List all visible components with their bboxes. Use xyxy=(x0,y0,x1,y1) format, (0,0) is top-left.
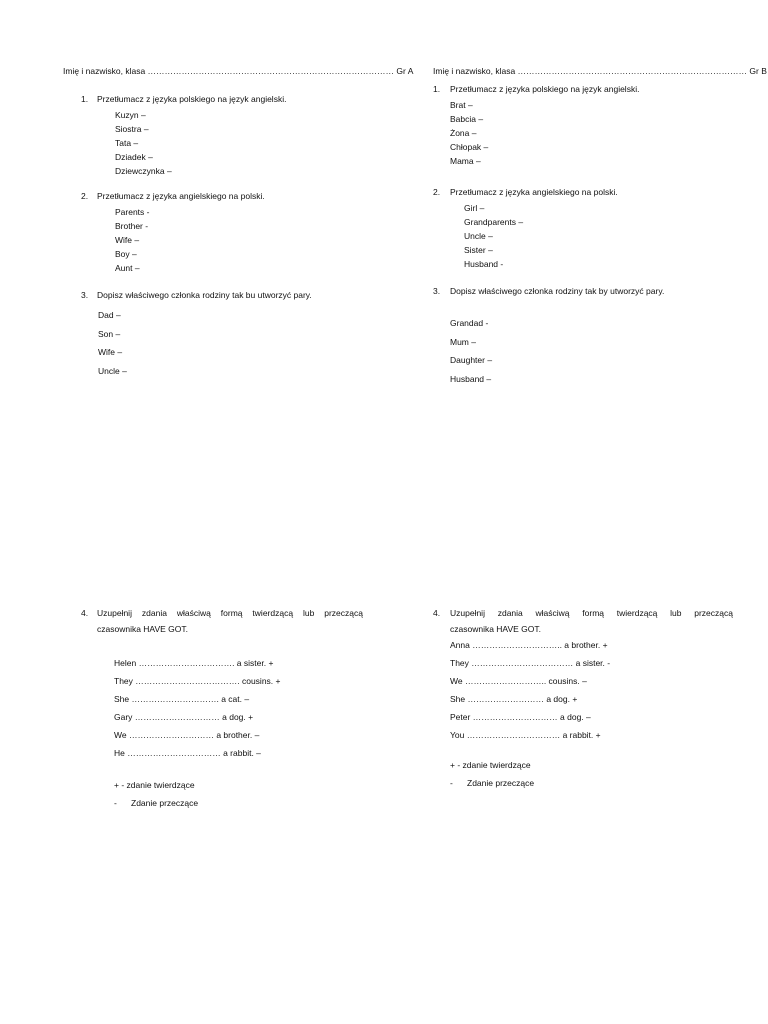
legend-plus: + - zdanie twierdzące xyxy=(114,780,195,790)
exercise-number: 2. xyxy=(433,187,441,197)
list-item: Boy – xyxy=(115,249,137,259)
list-item: Anna ………………………….. a brother. + xyxy=(450,640,608,650)
exercise-instruction: Przetłumacz z języka polskiego na język angielski. xyxy=(450,84,640,94)
name-class-header: Imię i nazwisko, klasa …………………………………………………………………………… Gr A xyxy=(63,66,414,76)
legend-minus-mark: - xyxy=(114,798,117,808)
list-item: They ……………………………… a sister. - xyxy=(450,658,611,668)
list-item: Sister – xyxy=(464,245,493,255)
exercise-number: 4. xyxy=(81,608,89,618)
exercise-number: 1. xyxy=(81,94,89,104)
exercise-instruction: Przetłumacz z języka polskiego na język angielski. xyxy=(97,94,287,104)
exercise-instruction: Uzupełnij zdania właściwą formą twierdzącą lub przeczącą xyxy=(97,608,363,618)
exercise-1 xyxy=(63,94,363,178)
legend-minus-text: Zdanie przeczące xyxy=(131,798,199,808)
list-item: Babcia – xyxy=(450,114,484,124)
list-item: Uncle – xyxy=(464,231,493,241)
list-item: Chłopak – xyxy=(450,142,489,152)
list-item: Grandad - xyxy=(450,318,489,328)
list-item: We ………………………… a brother. – xyxy=(114,730,260,740)
list-item: Dad – xyxy=(98,310,121,320)
word-list xyxy=(433,98,733,168)
exercise-number: 2. xyxy=(81,191,89,201)
list-item: You …………………………… a rabbit. + xyxy=(450,730,601,740)
exercise-instruction: Uzupełnij zdania właściwą formą twierdzącą lub przeczącą xyxy=(450,608,733,618)
exercise-instruction: Dopisz właściwego członka rodziny tak bu utworzyć pary. xyxy=(97,290,312,300)
exercise-4 xyxy=(433,608,733,792)
word-list xyxy=(63,108,363,178)
exercise-instruction: Przetłumacz z języka angielskiego na polski. xyxy=(97,191,265,201)
list-item: Tata – xyxy=(115,138,139,148)
exercise-instruction: Przetłumacz z języka angielskiego na polski. xyxy=(450,187,618,197)
exercise-instruction-continued: czasownika HAVE GOT. xyxy=(97,624,189,634)
list-item: Parents - xyxy=(115,207,150,217)
exercise-number: 3. xyxy=(81,290,89,300)
list-item: Gary ………………………… a dog. + xyxy=(114,712,254,722)
list-item: Kuzyn – xyxy=(115,110,146,120)
list-item: Żona – xyxy=(450,128,477,138)
list-item: Girl – xyxy=(464,203,485,213)
exercise-instruction-continued: czasownika HAVE GOT. xyxy=(450,624,542,634)
list-item: She ……………………… a dog. + xyxy=(450,694,578,704)
worksheet-group-b xyxy=(433,0,767,1024)
pair-list xyxy=(63,306,363,380)
exercise-2 xyxy=(433,187,733,271)
legend-minus xyxy=(114,794,363,812)
list-item: Helen ……………………………. a sister. + xyxy=(114,658,274,668)
list-item: Wife – xyxy=(115,235,140,245)
pair-list xyxy=(433,314,733,388)
exercise-3 xyxy=(63,290,363,380)
exercise-instruction: Dopisz właściwego członka rodziny tak by utworzyć pary. xyxy=(450,286,665,296)
exercise-number: 3. xyxy=(433,286,441,296)
list-item: She …………………………. a cat. – xyxy=(114,694,250,704)
legend-minus-mark: - xyxy=(450,778,453,788)
exercise-number: 1. xyxy=(433,84,441,94)
list-item: Husband - xyxy=(464,259,504,269)
list-item: Dziewczynka – xyxy=(115,166,172,176)
legend xyxy=(63,776,363,812)
list-item: He …………………………… a rabbit. – xyxy=(114,748,261,758)
list-item: Mum – xyxy=(450,336,476,347)
legend-plus: + - zdanie twierdzące xyxy=(450,760,531,770)
exercise-number: 4. xyxy=(433,608,441,618)
list-item: Wife – xyxy=(98,347,123,357)
exercise-1 xyxy=(433,84,733,168)
exercise-3 xyxy=(433,286,733,388)
list-item: Grandparents – xyxy=(464,217,524,227)
list-item: Mama – xyxy=(450,156,481,166)
legend-minus xyxy=(450,774,733,792)
legend xyxy=(433,756,733,792)
word-list xyxy=(63,205,363,275)
list-item: Husband – xyxy=(450,373,492,384)
list-item: Peter ………………………… a dog. – xyxy=(450,712,591,722)
worksheet-group-a xyxy=(63,0,414,1024)
list-item: We ……………………….. cousins. – xyxy=(450,676,587,686)
list-item: Dziadek – xyxy=(115,152,153,162)
sentence-list xyxy=(63,654,363,762)
list-item: Siostra – xyxy=(115,124,149,134)
word-list xyxy=(433,201,733,271)
list-item: They ………………………………. cousins. + xyxy=(114,676,281,686)
list-item: Brother - xyxy=(115,221,149,231)
list-item: Brat – xyxy=(450,100,473,110)
legend-minus-text: Zdanie przeczące xyxy=(467,778,535,788)
exercise-2 xyxy=(63,191,363,275)
sentence-list xyxy=(433,636,733,744)
list-item: Uncle – xyxy=(98,365,127,376)
list-item: Aunt – xyxy=(115,263,140,273)
list-item: Daughter – xyxy=(450,355,493,365)
exercise-4 xyxy=(63,608,363,812)
list-item: Son – xyxy=(98,328,121,339)
name-class-header: Imię i nazwisko, klasa ……………………………………………………………………… Gr B xyxy=(433,66,767,76)
